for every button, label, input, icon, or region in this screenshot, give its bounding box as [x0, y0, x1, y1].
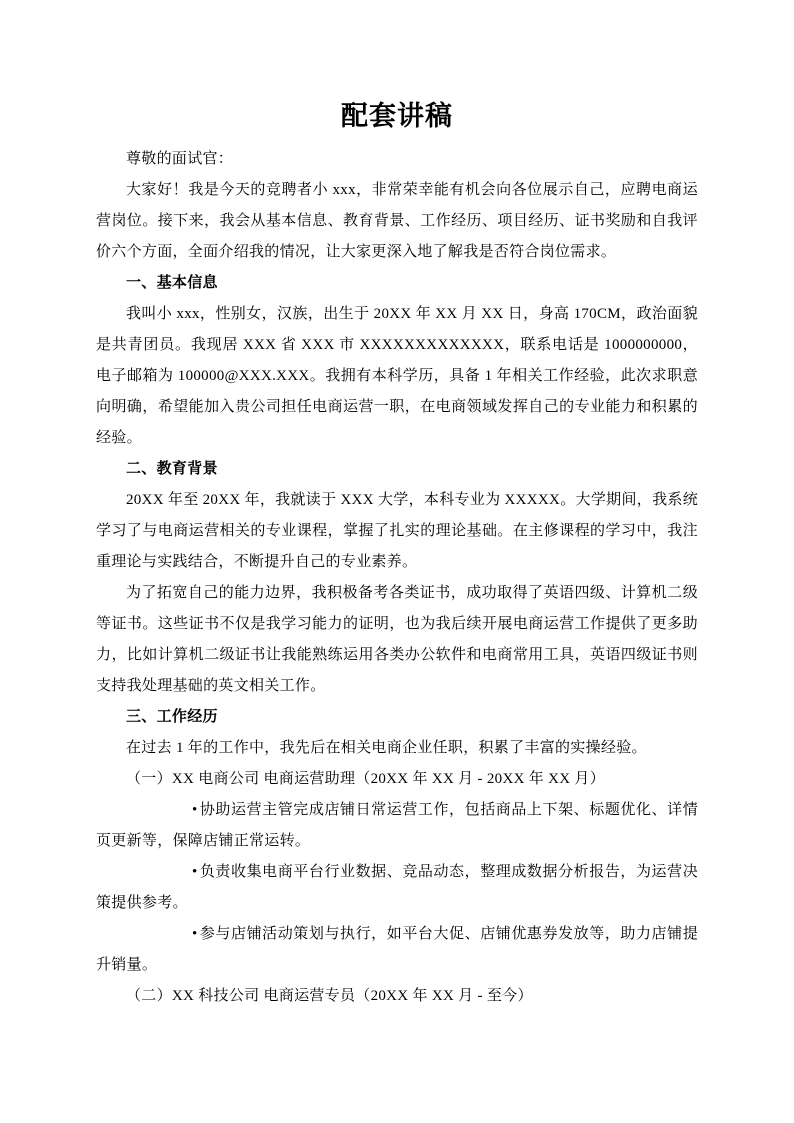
job1-subheading: （一）XX 电商公司 电商运营助理（20XX 年 XX 月 - 20XX 年 XX 月） — [126, 771, 606, 787]
job1-bullet-3 — [96, 919, 698, 981]
basic-info-paragraph: 我叫小 xxx，性别女，汉族，出生于 20XX 年 XX 月 XX 日，身高 170CM，政治面貌是共青团员。我现居 XXX 省 XXX 市 XXXXXXXXXXXXX，联系电话是 1000000000，电子邮箱为 100000@XXX.XXX。我拥有本科学历，具备 1 年相关工作经验，此次求职意向明确，希望能加入贵公司担任电商运营一职，在电商领域发挥自己的专业能力和积累的经验。 — [96, 306, 698, 446]
bullet-icon: • — [192, 864, 198, 880]
job1-bullet-3-text: 参与店铺活动策划与执行，如平台大促、店铺优惠券发放等，助力店铺提升销量。 — [96, 926, 698, 973]
education-paragraph-1: 20XX 年至 20XX 年，我就读于 XXX 大学，本科专业为 XXXXX。大学期间，我系统学习了与电商运营相关的专业课程，掌握了扎实的理论基础。在主修课程的学习中，我注重理论与实践结合，不断提升自己的专业素养。 — [96, 492, 698, 570]
salutation: 尊敬的面试官： — [126, 151, 234, 167]
section-heading-basic-info: 一、基本信息 — [126, 275, 218, 291]
job1-bullet-2-text: 负责收集电商平台行业数据、竞品动态，整理成数据分析报告，为运营决策提供参考。 — [96, 864, 698, 911]
bullet-icon: • — [192, 926, 198, 942]
section-heading-education: 二、教育背景 — [126, 461, 218, 477]
job1-bullet-1-text: 协助运营主管完成店铺日常运营工作，包括商品上下架、标题优化、详情页更新等，保障店铺正常运转。 — [96, 802, 698, 849]
section-heading-work: 三、工作经历 — [126, 709, 218, 725]
job2-subheading: （二）XX 科技公司 电商运营专员（20XX 年 XX 月 - 至今） — [126, 988, 533, 1004]
intro-paragraph: 大家好！我是今天的竞聘者小 xxx，非常荣幸能有机会向各位展示自己，应聘电商运营岗位。接下来，我会从基本信息、教育背景、工作经历、项目经历、证书奖励和自我评价六个方面，全面介绍我的情况，让大家更深入地了解我是否符合岗位需求。 — [96, 182, 698, 260]
job1-bullet-1 — [96, 795, 698, 857]
document-title: 配套讲稿 — [341, 101, 453, 131]
job1-bullet-2 — [96, 857, 698, 919]
education-paragraph-2: 为了拓宽自己的能力边界，我积极备考各类证书，成功取得了英语四级、计算机二级等证书。这些证书不仅是我学习能力的证明，也为我后续开展电商运营工作提供了更多助力，比如计算机二级证书让我能熟练运用各类办公软件和电商常用工具，英语四级证书则支持我处理基础的英文相关工作。 — [96, 585, 698, 694]
work-intro-paragraph: 在过去 1 年的工作中，我先后在相关电商企业任职，积累了丰富的实操经验。 — [126, 740, 647, 756]
bullet-icon: • — [192, 802, 198, 818]
